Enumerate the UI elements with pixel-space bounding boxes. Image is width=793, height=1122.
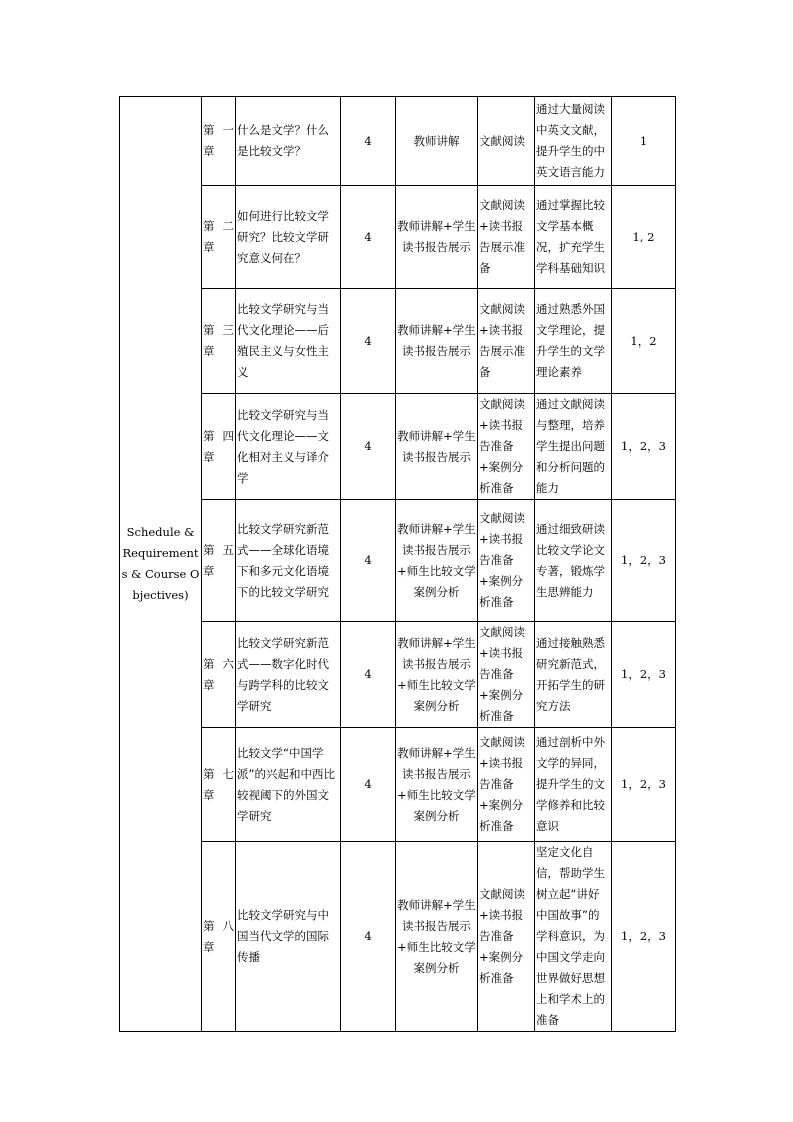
objectives-cell: 1，2: [612, 289, 676, 394]
objectives-cell: 1，2，3: [612, 728, 676, 842]
hours-cell: 4: [341, 622, 396, 728]
hours-cell: 4: [341, 842, 396, 1032]
goal-cell: 通过熟悉外国文学理论，提升学生的文学理论素养: [535, 289, 612, 394]
chapter-cell: 第三章: [202, 289, 236, 394]
table-row: [120, 622, 676, 728]
chapter-cell: 第五章: [202, 500, 236, 622]
table-row: [120, 97, 676, 186]
table-row: [120, 842, 676, 1032]
hours-cell: 4: [341, 728, 396, 842]
content-cell: 比较文学研究与当代文化理论——文化相对主义与译介学: [236, 394, 341, 500]
chapter-cell: 第八章: [202, 842, 236, 1032]
hours-cell: 4: [341, 394, 396, 500]
method-cell: 教师讲解+学生读书报告展示: [396, 289, 478, 394]
objectives-cell: 1，2，3: [612, 394, 676, 500]
chapter-cell: 第七章: [202, 728, 236, 842]
table-row: [120, 289, 676, 394]
goal-cell: 通过掌握比较文学基本概况，扩充学生学科基础知识: [535, 186, 612, 289]
table-row: [120, 500, 676, 622]
goal-cell: 通过文献阅读与整理，培养学生提出问题和分析问题的能力: [535, 394, 612, 500]
method-cell: 教师讲解+学生读书报告展示: [396, 394, 478, 500]
content-cell: 比较文学研究新范式——全球化语境下和多元文化语境下的比较文学研究: [236, 500, 341, 622]
section-header-cell: Schedule & Requirements & Course Objectives): [120, 97, 202, 1032]
reading-cell: 文献阅读+读书报告准备+案例分析准备: [478, 622, 535, 728]
method-cell: 教师讲解+学生读书报告展示+师生比较文学案例分析: [396, 842, 478, 1032]
reading-cell: 文献阅读+读书报告准备+案例分析准备: [478, 728, 535, 842]
table-row: [120, 394, 676, 500]
method-cell: 教师讲解+学生读书报告展示: [396, 186, 478, 289]
reading-cell: 文献阅读+读书报告准备+案例分析准备: [478, 394, 535, 500]
chapter-cell: 第一章: [202, 97, 236, 186]
reading-cell: 文献阅读+读书报告准备+案例分析准备: [478, 500, 535, 622]
chapter-cell: 第二章: [202, 186, 236, 289]
content-cell: 如何进行比较文学研究？比较文学研究意义何在？: [236, 186, 341, 289]
method-cell: 教师讲解+学生读书报告展示+师生比较文学案例分析: [396, 500, 478, 622]
objectives-cell: 1，2，3: [612, 500, 676, 622]
table-row: [120, 186, 676, 289]
reading-cell: 文献阅读+读书报告准备+案例分析准备: [478, 842, 535, 1032]
content-cell: 比较文学“中国学派”的兴起和中西比较视阈下的外国文学研究: [236, 728, 341, 842]
goal-cell: 通过大量阅读中英文文献，提升学生的中英文语言能力: [535, 97, 612, 186]
objectives-cell: 1，2，3: [612, 842, 676, 1032]
method-cell: 教师讲解+学生读书报告展示+师生比较文学案例分析: [396, 622, 478, 728]
reading-cell: 文献阅读: [478, 97, 535, 186]
chapter-cell: 第四章: [202, 394, 236, 500]
objectives-cell: 1: [612, 97, 676, 186]
reading-cell: 文献阅读+读书报告展示准备: [478, 186, 535, 289]
content-cell: 比较文学研究与中国当代文学的国际传播: [236, 842, 341, 1032]
hours-cell: 4: [341, 186, 396, 289]
content-cell: 比较文学研究新范式——数字化时代与跨学科的比较文学研究: [236, 622, 341, 728]
chapter-cell: 第六章: [202, 622, 236, 728]
goal-cell: 通过细致研读比较文学论文专著，锻炼学生思辨能力: [535, 500, 612, 622]
method-cell: 教师讲解: [396, 97, 478, 186]
content-cell: 什么是文学？什么是比较文学？: [236, 97, 341, 186]
hours-cell: 4: [341, 97, 396, 186]
objectives-cell: 1, 2: [612, 186, 676, 289]
schedule-table: [119, 96, 676, 1032]
goal-cell: 坚定文化自信，帮助学生树立起“讲好中国故事”的学科意识，为中国文学走向世界做好思想上和学术上的准备: [535, 842, 612, 1032]
method-cell: 教师讲解+学生读书报告展示+师生比较文学案例分析: [396, 728, 478, 842]
goal-cell: 通过剖析中外文学的异同，提升学生的文学修养和比较意识: [535, 728, 612, 842]
content-cell: 比较文学研究与当代文化理论——后殖民主义与女性主义: [236, 289, 341, 394]
goal-cell: 通过接触熟悉研究新范式，开拓学生的研究方法: [535, 622, 612, 728]
hours-cell: 4: [341, 289, 396, 394]
objectives-cell: 1，2，3: [612, 622, 676, 728]
hours-cell: 4: [341, 500, 396, 622]
reading-cell: 文献阅读+读书报告展示准备: [478, 289, 535, 394]
table-row: [120, 728, 676, 842]
